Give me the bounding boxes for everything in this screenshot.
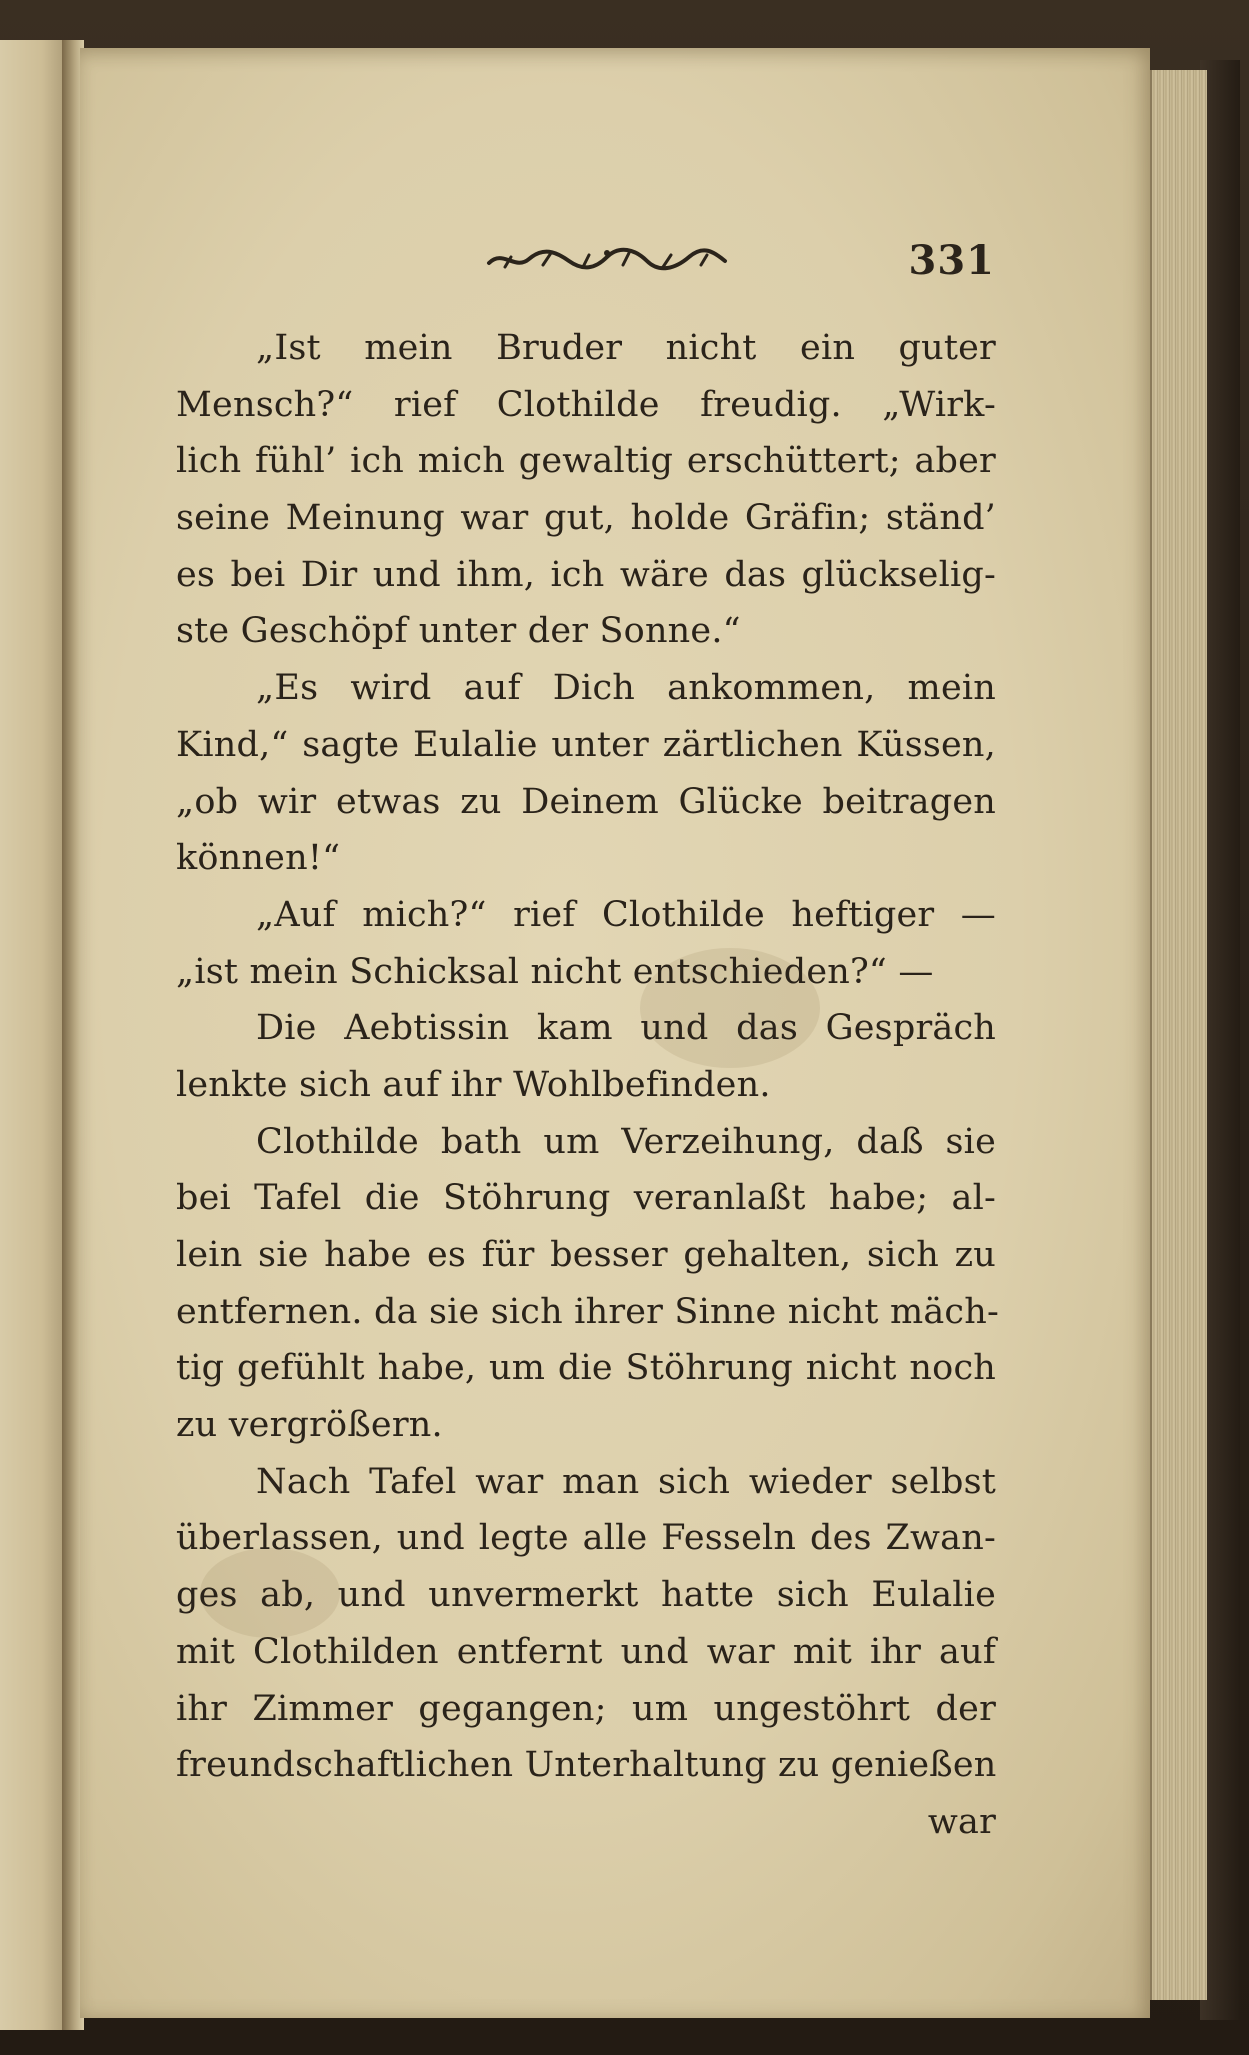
- header-ornament-icon: [485, 243, 730, 275]
- text-line: „Auf mich?“ rief Clothilde heftiger —: [256, 894, 996, 935]
- text-line: es bei Dir und ihm, ich wäre das glückselig-: [176, 554, 996, 595]
- page-stack-edges: [1150, 70, 1207, 2000]
- text-line: mit Clothilden entfernt und war mit ihr auf: [176, 1631, 996, 1672]
- text-line: lich fühl’ ich mich gewaltig erschüttert; aber: [176, 441, 996, 482]
- text-line: Mensch?“ rief Clothilde freudig. „Wirk-: [176, 384, 996, 425]
- text-line: Kind,“ sagte Eulalie unter zärtlichen Küssen,: [176, 724, 996, 765]
- text-line: bei Tafel die Stöhrung veranlaßt habe; al-: [176, 1178, 996, 1219]
- text-line: ihr Zimmer gegangen; um ungestöhrt der: [176, 1688, 996, 1729]
- text-line: „Es wird auf Dich ankommen, mein: [256, 668, 996, 709]
- text-line: seine Meinung war gut, holde Gräfin; ständ’: [176, 498, 996, 539]
- text-line: „Ist mein Bruder nicht ein guter: [256, 328, 996, 368]
- page-number: 331: [908, 237, 995, 284]
- text-line: war: [927, 1801, 996, 1842]
- text-line: freundschaftlichen Unterhaltung zu genießen: [176, 1745, 997, 1786]
- text-line: „ob wir etwas zu Deinem Glücke beitragen: [176, 781, 996, 822]
- text-line: „ist mein Schicksal nicht entschieden?“ —: [176, 951, 934, 992]
- text-line: Die Aebtissin kam und das Gespräch: [256, 1008, 996, 1049]
- text-line: Clothilde bath um Verzeihung, daß sie: [256, 1121, 996, 1162]
- text-line: lein sie habe es für besser gehalten, sich zu: [176, 1235, 996, 1275]
- text-line: können!“: [176, 838, 341, 879]
- text-line: ges ab, und unvermerkt hatte sich Eulalie: [176, 1575, 996, 1616]
- text-line: entfernen. da sie sich ihrer Sinne nicht mäch-: [176, 1291, 1000, 1332]
- text-line: lenkte sich auf ihr Wohlbefinden.: [176, 1064, 771, 1105]
- text-line: tig gefühlt habe, um die Stöhrung nicht noch: [176, 1348, 996, 1389]
- text-line: zu vergrößern.: [176, 1405, 443, 1446]
- page-header: [180, 225, 995, 295]
- text-line: Nach Tafel war man sich wieder selbst: [256, 1461, 996, 1502]
- page-text-body: [176, 320, 1000, 1851]
- text-line: überlassen, und legte alle Fesseln des Zwan-: [176, 1518, 996, 1559]
- text-line: ste Geschöpf unter der Sonne.“: [176, 611, 741, 652]
